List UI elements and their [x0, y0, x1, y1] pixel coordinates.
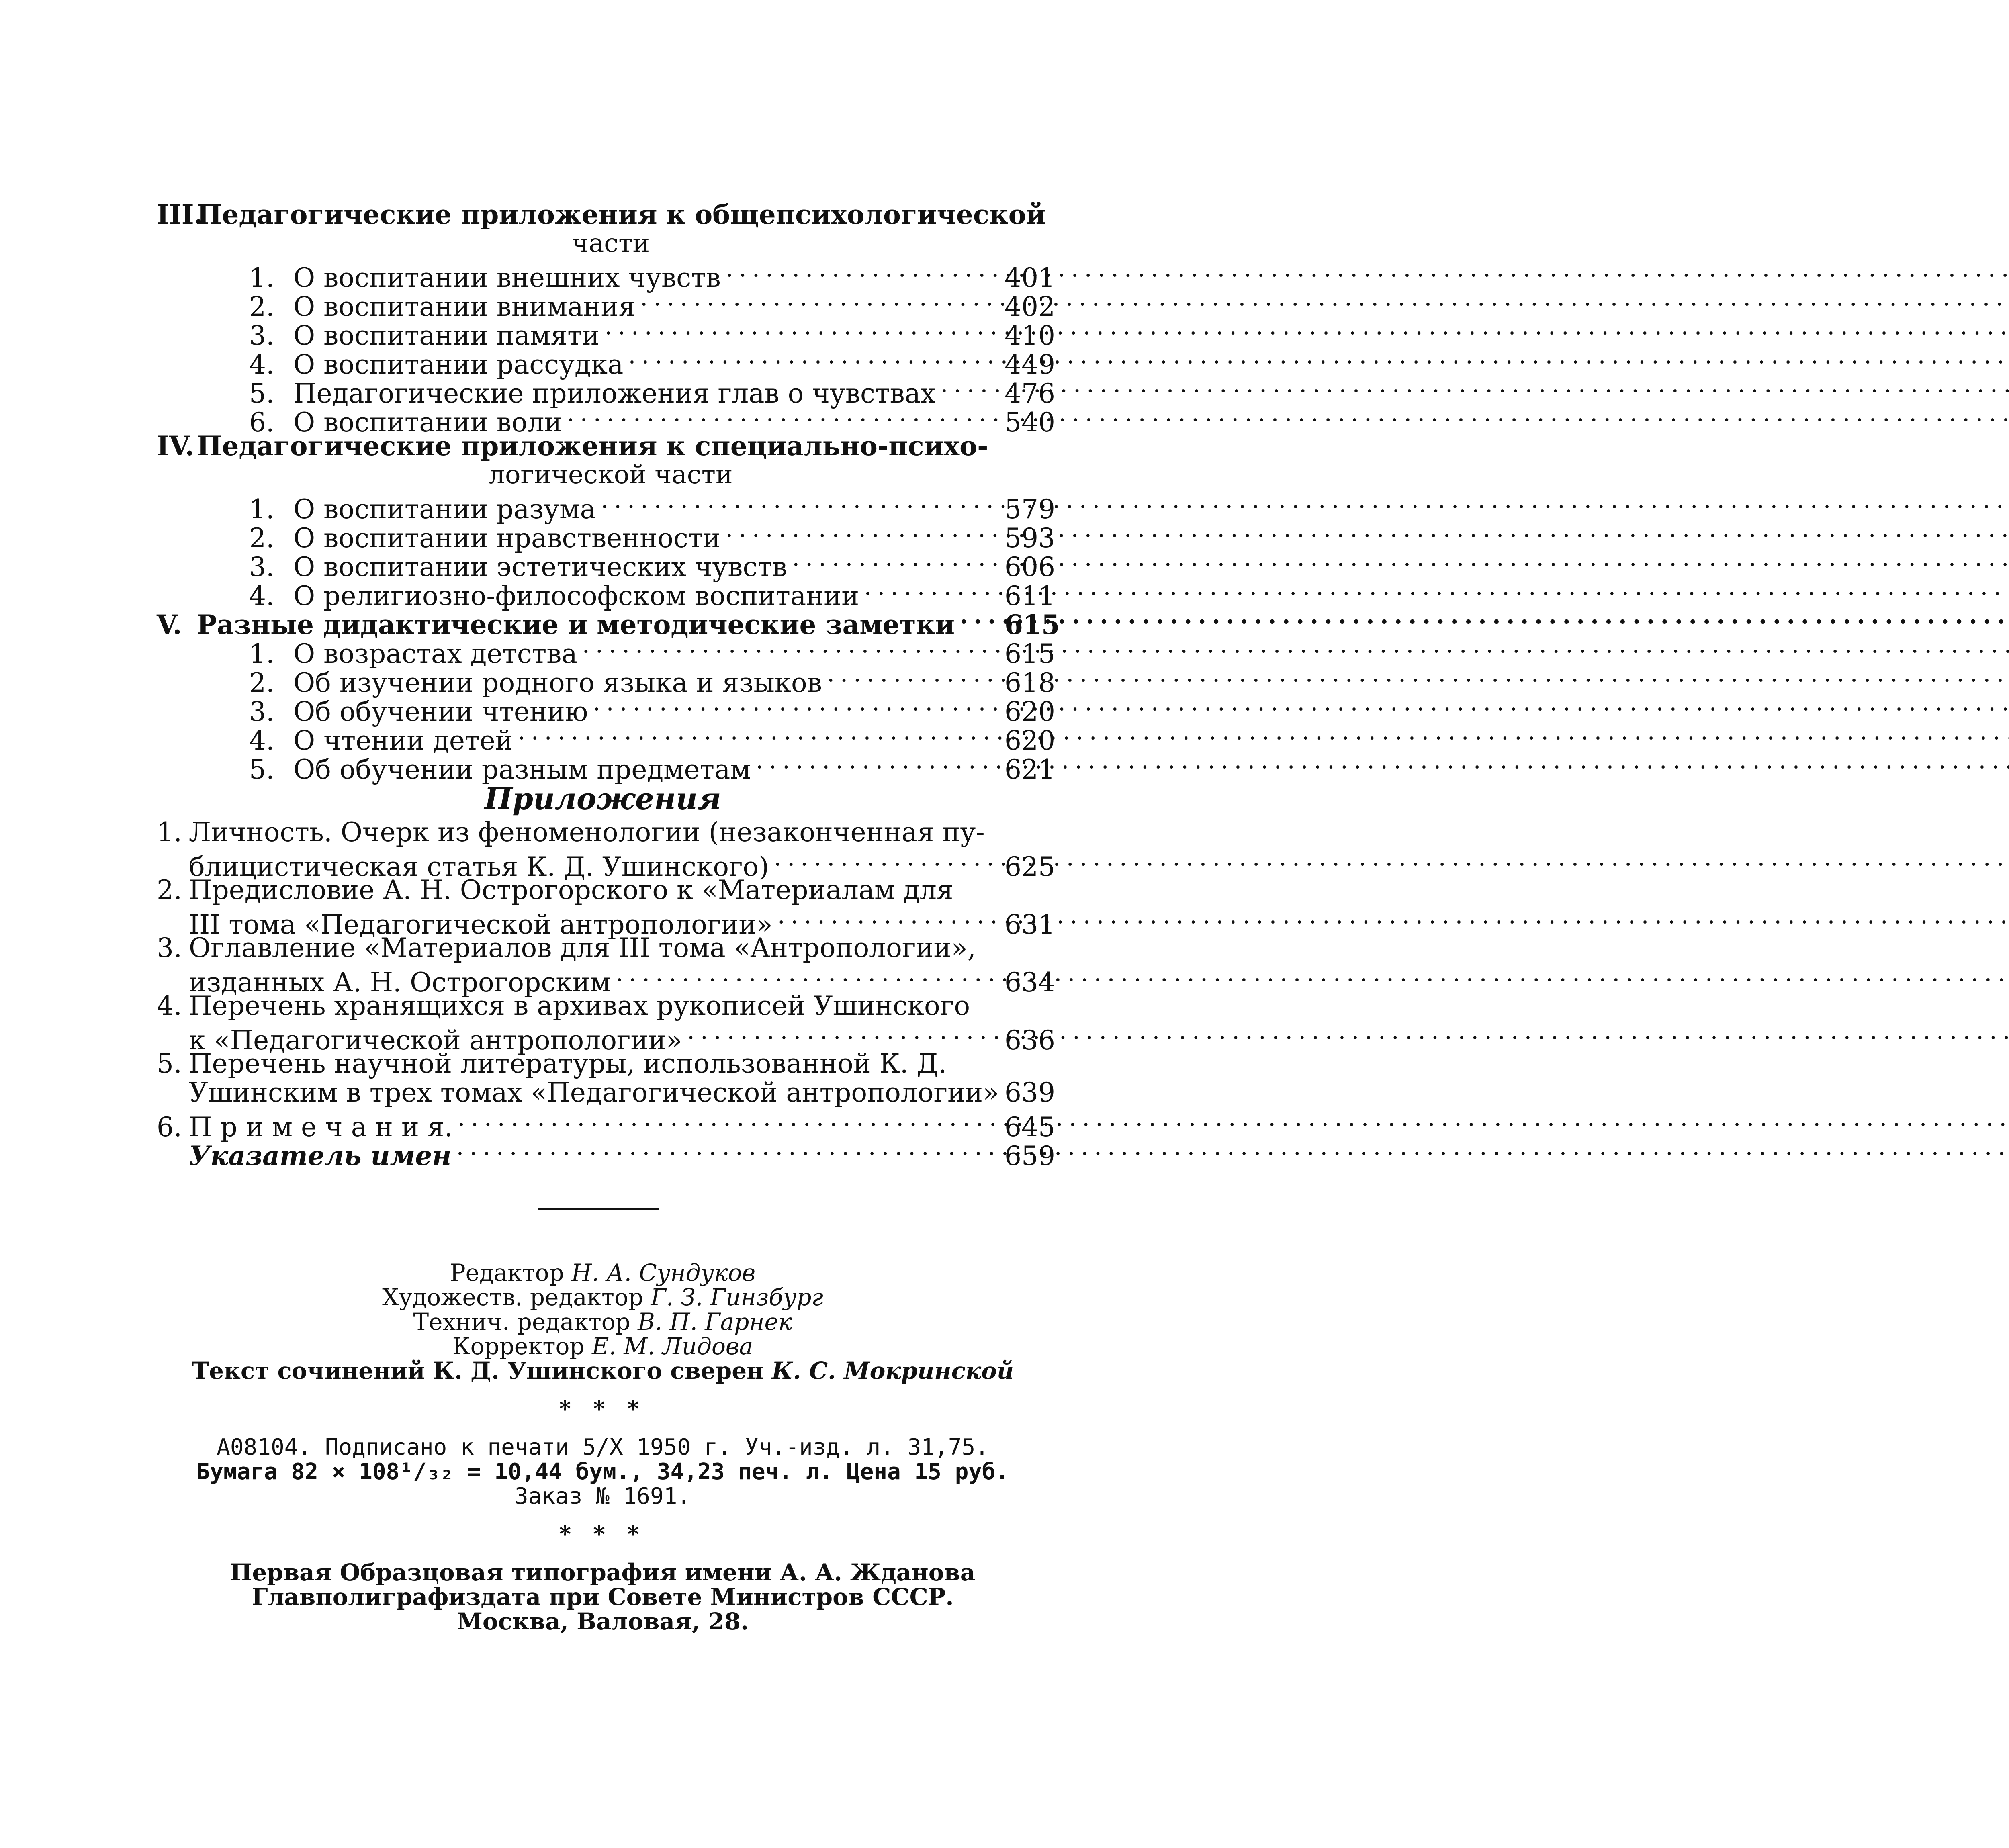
entry-title: О воспитании разума [293, 494, 596, 525]
page-number: 625 [1004, 851, 1055, 882]
entry-number: 5. [157, 1048, 182, 1079]
entry-title: О воспитании внимания [293, 291, 636, 322]
section-title-continuation: логической части [489, 460, 733, 490]
entry-number: 4. [157, 990, 182, 1021]
corrector-line [161, 1334, 1045, 1359]
page-number: 659 [1004, 1141, 1055, 1171]
dot-leader [456, 1136, 1000, 1165]
page-number: 639 [1004, 1077, 1055, 1108]
entry-title: О воспитании внешних чувств [293, 262, 721, 293]
corrector-label: Корректор [452, 1333, 585, 1360]
entry-number: 1. [249, 494, 274, 525]
entry-title: Об изучении родного языка и языков [293, 667, 822, 698]
separator-stars: * * * [559, 1521, 646, 1547]
entry-title: О чтении детей [293, 725, 513, 756]
page-number: 579 [1004, 494, 1055, 525]
entry-number: 1. [249, 262, 274, 293]
entry-title: Личность. Очерк из феноменологии (незаконченная пу- [189, 817, 985, 848]
page-number: 636 [1004, 1025, 1055, 1056]
entry-number: 3. [249, 696, 274, 727]
colophon [161, 1261, 1045, 1634]
entry-title: Оглавление «Материалов для III тома «Антропологии», [189, 932, 976, 963]
toc-section-4 [157, 431, 1049, 460]
page-number: 621 [1004, 754, 1055, 785]
printer-line: Первая Образцовая типография имени А. А. Жданова [230, 1559, 976, 1586]
entry-title: Перечень научной литературы, использованной К. Д. [189, 1048, 947, 1079]
entry-number: 4. [249, 349, 274, 380]
printer-address-line: Москва, Валовая, 28. [456, 1608, 749, 1635]
entry-number: 2. [249, 291, 274, 322]
dot-leader [687, 1020, 1000, 1049]
entry-title: О воспитании рассудка [293, 349, 624, 380]
entry-title: Педагогические приложения глав о чувствах [293, 378, 936, 409]
entry-number: 2. [157, 875, 182, 906]
entry-title: О воспитании эстетических чувств [293, 552, 788, 583]
editor-label: Редактор [450, 1259, 564, 1286]
entry-number: 5. [249, 378, 274, 409]
page-number: 620 [1004, 696, 1055, 727]
dot-leader [567, 403, 1000, 431]
verified-by-name: К. С. Мокринской [771, 1357, 1014, 1384]
art-editor-name: Г. З. Гинзбург [651, 1284, 823, 1311]
entry-number: 2. [249, 667, 274, 698]
entry-number: 1. [249, 638, 274, 669]
entry-number: 1. [157, 817, 182, 848]
entry-number: 4. [249, 581, 274, 611]
entry-title: О воспитании нравственности [293, 523, 721, 554]
dot-leader [777, 905, 1000, 934]
corrector-name: Е. М. Лидова [591, 1333, 753, 1360]
printer-line: Главполиграфиздата при Совете Министров СССР. [252, 1583, 954, 1611]
tech-editor-label: Технич. редактор [413, 1308, 630, 1335]
order-number-line: Заказ № 1691. [514, 1483, 691, 1509]
entry-number: 5. [249, 754, 274, 785]
toc-section-3 [157, 200, 1049, 229]
page-number: 449 [1004, 349, 1055, 380]
page-number: 618 [1004, 667, 1055, 698]
page-number: 611 [1004, 581, 1055, 611]
page-number: 634 [1004, 967, 1055, 998]
entry-title: Перечень хранящихся в архивах рукописей Ушинского [189, 990, 970, 1021]
editor-line [161, 1261, 1045, 1285]
page-number: 606 [1004, 552, 1055, 583]
entry-title-continuation: изданных А. Н. Острогорским [189, 967, 611, 998]
page-number: 631 [1004, 909, 1055, 940]
entry-number: 3. [157, 932, 182, 963]
entry-number: 4. [249, 725, 274, 756]
page-number: 593 [1004, 523, 1055, 554]
entry-number: 3. [249, 320, 274, 351]
art-editor-line [161, 1285, 1045, 1310]
section-title: Разные дидактические и методические заметки [197, 609, 955, 640]
verified-line [161, 1359, 1045, 1383]
appendix-entry-line1 [157, 1049, 1049, 1078]
dot-leader [756, 750, 1000, 779]
page-number: 402 [1004, 291, 1055, 322]
entry-number: 2. [249, 523, 274, 554]
appendix-entry-line2 [157, 847, 1055, 882]
index-entry [157, 1136, 1055, 1171]
separator-rule [538, 1208, 659, 1210]
entry-number: 3. [249, 552, 274, 583]
page-number: 401 [1004, 262, 1055, 293]
entry-title: О возрастах детства [293, 638, 577, 669]
entry-title: О воспитании памяти [293, 320, 600, 351]
entry-title-continuation: Ушинским в трех томах «Педагогической антропологии» [189, 1077, 999, 1108]
section-number: III. [157, 199, 203, 230]
page-number: 620 [1004, 725, 1055, 756]
entry-number: 6. [249, 407, 274, 438]
page-number: 615 [1004, 638, 1055, 669]
entry-title: П р и м е ч а н и я. [189, 1112, 453, 1143]
dot-leader [616, 963, 1000, 991]
appendix-entry-line2 [157, 963, 1055, 998]
entry-title: Указатель имен [189, 1140, 452, 1171]
page-number: 540 [1004, 407, 1055, 438]
table-of-contents [157, 199, 1060, 1171]
section-title: Педагогические приложения к общепсихологической [197, 199, 1046, 230]
tech-editor-name: В. П. Гарнек [638, 1308, 792, 1335]
page-number: 645 [1004, 1112, 1055, 1143]
appendix-entry-line2 [157, 1020, 1055, 1056]
print-details-line: А08104. Подписано к печати 5/X 1950 г. Уч.-изд. л. 31,75. [217, 1434, 989, 1460]
entry-title: Предисловие А. Н. Острогорского к «Материалам для [189, 875, 953, 906]
entry-number: 6. [157, 1112, 182, 1143]
appendix-entry-line2 [157, 905, 1055, 940]
appendix-heading: Приложения [484, 782, 721, 816]
page-number: 476 [1004, 378, 1055, 409]
print-details-line: Бумага 82 × 108¹/₃₂ = 10,44 бум., 34,23 печ. л. Цена 15 руб. [196, 1459, 1009, 1485]
art-editor-label: Художеств. редактор [382, 1284, 644, 1311]
entry-title-continuation: к «Педагогической антропологии» [189, 1025, 682, 1056]
entry-title-continuation: III тома «Педагогической антропологии» [189, 909, 773, 940]
entry-title: Об обучении чтению [293, 696, 588, 727]
section-title-continuation: части [571, 229, 650, 258]
entry-title-continuation: блицистическая статья К. Д. Ушинского) [189, 851, 769, 882]
page-number: 615 [1004, 609, 1060, 640]
entry-title: О религиозно-философском воспитании [293, 581, 859, 611]
tech-editor-line [161, 1310, 1045, 1334]
dot-leader [774, 847, 1000, 876]
editor-name: Н. А. Сундуков [571, 1259, 756, 1286]
verified-label: Текст сочинений К. Д. Ушинского сверен [191, 1357, 764, 1384]
section-number: IV. [157, 430, 194, 462]
entry-title: О воспитании воли [293, 407, 562, 438]
section-title: Педагогические приложения к специально-психо- [197, 430, 988, 462]
page-number: 410 [1004, 320, 1055, 351]
separator-stars: * * * [559, 1396, 646, 1422]
entry-title: Об обучении разным предметам [293, 754, 751, 785]
section-number: V. [157, 609, 182, 640]
